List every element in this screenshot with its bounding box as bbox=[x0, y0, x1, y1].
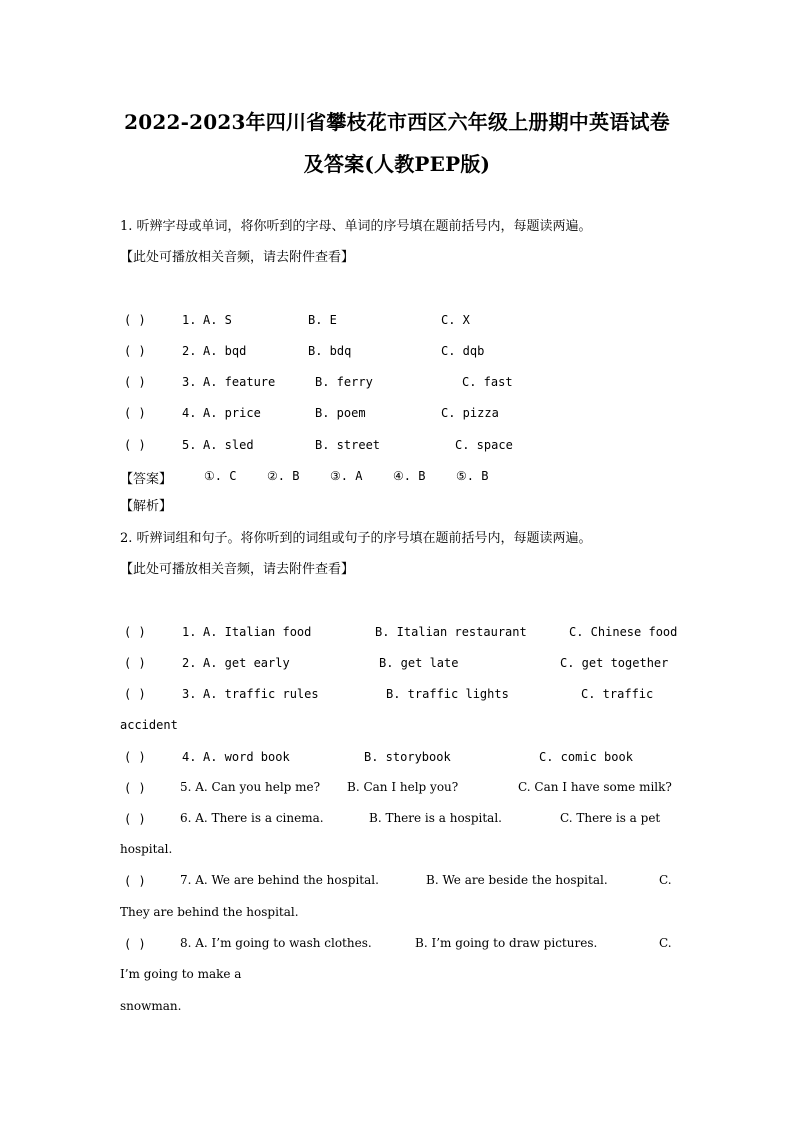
analysis-label: 【解析】 bbox=[120, 499, 173, 514]
answer-bracket[interactable]: ( ) bbox=[124, 625, 146, 639]
answer-bracket[interactable]: ( ) bbox=[124, 750, 146, 764]
document-title-line2: 及答案(人教PEP版) bbox=[303, 152, 491, 176]
option-a: A. Italian food bbox=[203, 625, 312, 639]
answer-label: 【答案】 bbox=[120, 472, 173, 487]
option-a: A. sled bbox=[203, 438, 254, 452]
option-b: B. E bbox=[308, 313, 337, 327]
option-b: B. storybook bbox=[364, 750, 451, 764]
option-continuation: hospital. bbox=[120, 842, 173, 856]
option-continuation: accident bbox=[120, 718, 178, 732]
option-c: C. dqb bbox=[441, 344, 485, 358]
answer-item: ③. A bbox=[330, 469, 363, 483]
option-a: A. traffic rules bbox=[203, 687, 319, 701]
option-c: C. Can I have some milk? bbox=[518, 780, 672, 794]
section2-audio-note: 【此处可播放相关音频，请去附件查看】 bbox=[120, 562, 355, 577]
question-number: 3. bbox=[182, 687, 197, 701]
question-number: 4. bbox=[182, 750, 197, 764]
section1-instruction: 1. 听辨字母或单词，将你听到的字母、单词的序号填在题前括号内，每题读两遍。 bbox=[120, 219, 592, 234]
option-c: C. space bbox=[455, 438, 513, 452]
option-continuation: I’m going to make a bbox=[120, 967, 242, 981]
answer-item: ①. C bbox=[204, 469, 237, 483]
option-c: C. pizza bbox=[441, 406, 499, 420]
question-number: 1. bbox=[182, 625, 197, 639]
question-number: 5. bbox=[182, 438, 197, 452]
option-c: C. There is a pet bbox=[560, 811, 661, 825]
option-b: B. traffic lights bbox=[386, 687, 509, 701]
option-c: C. X bbox=[441, 313, 470, 327]
option-continuation: They are behind the hospital. bbox=[120, 905, 299, 919]
option-c: C. get together bbox=[560, 656, 669, 670]
answer-bracket[interactable]: ( ) bbox=[124, 406, 146, 420]
question-number: 4. bbox=[182, 406, 197, 420]
option-a: A. bqd bbox=[203, 344, 247, 358]
question-number: 2. bbox=[182, 344, 197, 358]
answer-bracket[interactable]: ( ) bbox=[124, 781, 146, 795]
answer-bracket[interactable]: ( ) bbox=[124, 438, 146, 452]
option-a: A. price bbox=[203, 406, 261, 420]
answer-item: ②. B bbox=[267, 469, 300, 483]
question-number: 3. bbox=[182, 375, 197, 389]
option-a: A. get early bbox=[203, 656, 290, 670]
option-c: C. fast bbox=[462, 375, 513, 389]
answer-bracket[interactable]: ( ) bbox=[124, 656, 146, 670]
option-c: C. bbox=[659, 936, 672, 950]
option-a: A. feature bbox=[203, 375, 276, 389]
option-a: A. S bbox=[203, 313, 232, 327]
question-text: 8. A. I’m going to wash clothes. bbox=[180, 936, 372, 950]
option-b: B. get late bbox=[379, 656, 459, 670]
answer-bracket[interactable]: ( ) bbox=[124, 874, 146, 888]
option-b: B. We are beside the hospital. bbox=[426, 873, 608, 887]
option-b: B. ferry bbox=[315, 375, 373, 389]
answer-bracket[interactable]: ( ) bbox=[124, 937, 146, 951]
option-c: C. Chinese food bbox=[569, 625, 678, 639]
document-title-line1: 2022-2023年四川省攀枝花市西区六年级上册期中英语试卷 bbox=[124, 110, 670, 134]
question-number: 1. bbox=[182, 313, 197, 327]
answer-bracket[interactable]: ( ) bbox=[124, 812, 146, 826]
answer-item: ④. B bbox=[393, 469, 426, 483]
answer-item: ⑤. B bbox=[456, 469, 489, 483]
option-b: B. poem bbox=[315, 406, 366, 420]
question-text: 6. A. There is a cinema. bbox=[180, 811, 324, 825]
option-c: C. traffic bbox=[581, 687, 654, 701]
answer-bracket[interactable]: ( ) bbox=[124, 344, 146, 358]
option-b: B. There is a hospital. bbox=[369, 811, 502, 825]
option-b: B. bdq bbox=[308, 344, 352, 358]
question-number: 2. bbox=[182, 656, 197, 670]
answer-bracket[interactable]: ( ) bbox=[124, 375, 146, 389]
option-a: A. word book bbox=[203, 750, 290, 764]
option-c: C. comic book bbox=[539, 750, 633, 764]
answer-bracket[interactable]: ( ) bbox=[124, 313, 146, 327]
section2-instruction: 2. 听辨词组和句子。将你听到的词组或句子的序号填在题前括号内，每题读两遍。 bbox=[120, 531, 592, 546]
option-b: B. Can I help you? bbox=[347, 780, 459, 794]
answer-bracket[interactable]: ( ) bbox=[124, 687, 146, 701]
section1-audio-note: 【此处可播放相关音频，请去附件查看】 bbox=[120, 250, 355, 265]
option-b: B. I’m going to draw pictures. bbox=[415, 936, 598, 950]
question-text: 5. A. Can you help me? bbox=[180, 780, 321, 794]
option-c: C. bbox=[659, 873, 672, 887]
option-continuation: snowman. bbox=[120, 999, 182, 1013]
option-b: B. street bbox=[315, 438, 381, 452]
question-text: 7. A. We are behind the hospital. bbox=[180, 873, 379, 887]
option-b: B. Italian restaurant bbox=[375, 625, 527, 639]
